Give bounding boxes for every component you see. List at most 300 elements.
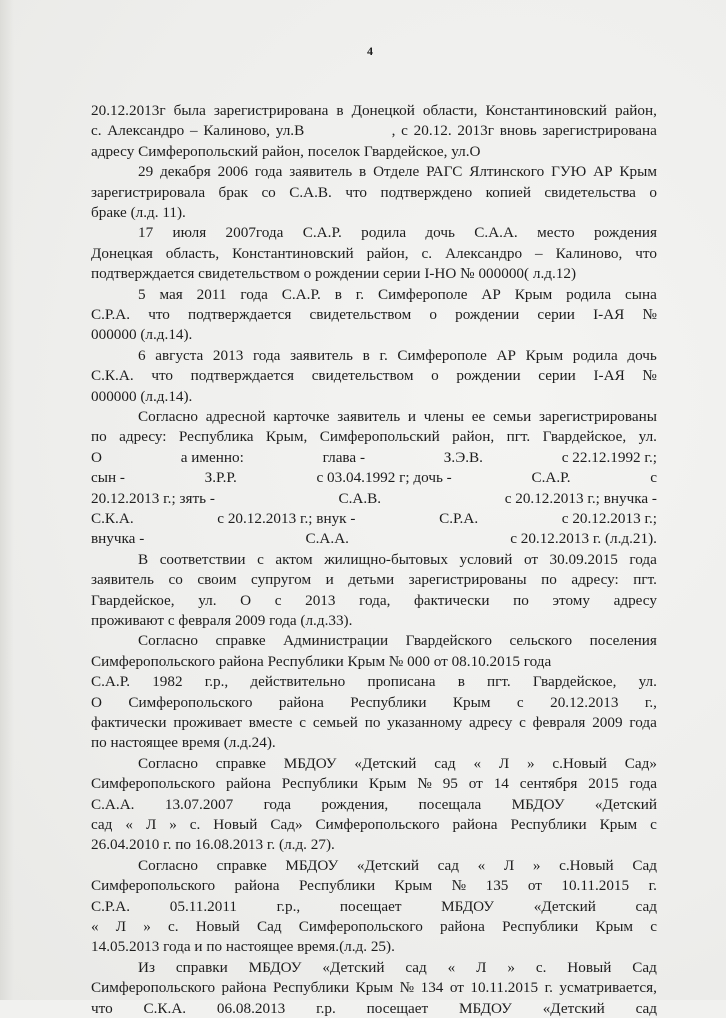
line-word: Гвардейское,: [542, 428, 627, 446]
text-line: [138, 285, 657, 304]
line-word: 20.12.2013 г.; зять -: [91, 489, 215, 507]
line-word: Согласно: [138, 632, 198, 650]
text-line: [91, 366, 657, 385]
line-word: МБДОУ: [283, 754, 337, 772]
line-word: о: [649, 183, 657, 201]
line-word: с.Новый: [559, 856, 614, 874]
line-word: с 20.12.2013 г.; внучка -: [504, 489, 657, 507]
line-word: пгт.: [506, 428, 531, 446]
line-word: №: [642, 306, 657, 323]
line-word: района: [225, 775, 271, 793]
line-word: своим: [197, 571, 237, 589]
line-word: сад: [635, 999, 657, 1017]
line-word: сад: [635, 897, 657, 915]
line-word: усматривается,: [559, 979, 657, 997]
line-word: г.: [544, 979, 553, 997]
line-word: с: [257, 550, 264, 568]
line-word: г.р.: [316, 999, 336, 1017]
line-word: 10.11.2015: [470, 979, 539, 997]
text-line: [91, 121, 657, 140]
line-word: –: [190, 122, 198, 140]
text-line: [91, 203, 657, 222]
text-line: [138, 958, 657, 977]
text-line: [91, 244, 657, 263]
text-line: [91, 917, 657, 936]
line-word: С.А.Р.: [531, 469, 571, 487]
line-word: С.А.А.: [91, 795, 135, 813]
line-word: дочь: [425, 224, 455, 242]
line-word: Сад: [632, 856, 657, 874]
line-word: зарегистрировала: [91, 183, 206, 201]
line-word: 20.12.2013: [550, 693, 619, 711]
line-word: мая: [159, 285, 183, 303]
line-word: С.Р.А.: [439, 510, 479, 527]
line-word: адресу:: [119, 428, 167, 446]
line-word: года: [254, 163, 283, 181]
line-word: по: [513, 591, 529, 609]
line-word: ул.: [638, 428, 657, 446]
line-word: от: [523, 550, 538, 568]
line-word: 06.08.2013: [216, 999, 286, 1017]
line-word: 20.12.2013г: [91, 102, 166, 119]
line-word: АР: [481, 285, 501, 303]
text-line: [91, 733, 657, 752]
line-word: С.А.Р.: [91, 673, 131, 691]
line-word: 2007года: [225, 224, 284, 242]
line-word: заявитель: [290, 346, 353, 364]
line-word: с.: [421, 244, 433, 262]
line-word: с: [650, 469, 657, 487]
line-word: и: [407, 408, 416, 425]
line-word: С.А.Р.: [281, 285, 321, 303]
line-word: 2011: [196, 285, 227, 303]
line-word: прописана: [367, 673, 436, 691]
line-word: с 20.12.2013 г. (л.д.21).: [510, 530, 657, 548]
line-word: «: [91, 918, 99, 935]
text-line: [138, 754, 657, 773]
line-word: Крым: [368, 775, 407, 793]
line-word: Сад»: [270, 816, 303, 833]
line-word: З.Р.Р.: [204, 469, 237, 487]
line-word: по: [364, 714, 381, 731]
line-word: с: [650, 918, 657, 935]
line-word: с: [516, 693, 524, 711]
line-word: супругом: [251, 571, 312, 589]
text-line: [91, 999, 657, 1018]
line-word: карточке: [273, 408, 330, 425]
text-line: [91, 427, 657, 446]
text-line: [91, 835, 657, 854]
line-word: сад: [434, 754, 456, 772]
line-word: Сад: [632, 958, 657, 976]
line-word: родила: [566, 285, 612, 303]
line-word: ул.В: [275, 122, 305, 140]
line-word: 14.05.2013 года и по настоящее время.(л.д. 25).: [91, 938, 395, 956]
line-word: сад: [405, 958, 427, 976]
line-word: с.: [535, 958, 547, 976]
text-line: [91, 468, 657, 487]
line-word: I-АЯ: [593, 306, 625, 323]
line-word: Ялтинского: [469, 163, 545, 181]
line-word: г.: [379, 346, 388, 364]
line-word: родила: [572, 346, 618, 364]
line-word: семьи: [492, 408, 532, 425]
line-word: «Детский: [533, 897, 596, 915]
line-word: Крым: [525, 346, 564, 364]
line-word: 10.11.2015: [561, 877, 630, 895]
line-word: »: [532, 856, 541, 874]
line-word: В: [138, 550, 149, 568]
line-word: что: [148, 306, 170, 323]
line-word: I-АЯ: [593, 367, 625, 385]
line-word: 2013: [305, 591, 336, 609]
line-word: дочь: [627, 346, 657, 364]
line-word: С.А.А.: [305, 530, 349, 548]
line-word: [310, 121, 386, 140]
text-line: [91, 795, 657, 814]
line-word: Симферопольского: [298, 918, 423, 935]
line-word: заявитель: [91, 571, 154, 589]
line-word: Крым: [355, 979, 394, 997]
line-word: зарегистрирована: [542, 122, 657, 140]
line-word: С.Р.А.: [91, 306, 131, 323]
line-word: О: [91, 693, 102, 711]
text-line: [91, 693, 657, 712]
line-word: Согласно: [138, 408, 198, 425]
text-line: [138, 407, 657, 426]
line-word: указанному: [387, 714, 463, 731]
line-word: года,: [359, 591, 391, 609]
line-word: заявитель: [337, 408, 401, 425]
line-word: г.: [355, 285, 365, 303]
line-word: Республика: [178, 428, 254, 446]
text-line: [91, 611, 657, 630]
line-word: что: [345, 183, 367, 201]
line-word: справке: [216, 856, 267, 874]
line-word: сын -: [91, 469, 125, 487]
line-word: Симферопольского: [91, 775, 216, 793]
line-word: года: [263, 795, 292, 813]
line-word: глава -: [322, 448, 365, 466]
line-word: О: [240, 591, 252, 609]
line-word: 30.09.2015: [549, 550, 618, 568]
line-word: «Детский: [594, 795, 657, 813]
line-word: справке: [215, 754, 266, 772]
text-line: [91, 713, 657, 732]
line-word: жилищно-бытовых: [324, 550, 448, 568]
line-word: серии: [537, 306, 575, 323]
line-word: в: [359, 163, 367, 181]
line-word: Крым,: [265, 428, 308, 446]
text-line: [91, 937, 657, 956]
line-word: детьми: [348, 571, 395, 589]
line-word: Александро: [445, 244, 523, 262]
line-word: свидетельством: [311, 367, 414, 385]
line-word: Крым: [514, 285, 553, 303]
line-word: с 20.12.2013 г.;: [561, 510, 657, 527]
line-word: что: [151, 367, 173, 385]
line-word: Гвардейское,: [91, 591, 175, 609]
line-word: февраля: [532, 714, 586, 731]
line-word: Л: [476, 958, 487, 976]
line-word: семьей: [312, 714, 358, 731]
text-line: [91, 876, 657, 895]
line-word: поселения: [589, 632, 657, 650]
line-word: рождении: [455, 306, 520, 323]
line-word: «: [447, 958, 456, 976]
line-word: внучка -: [91, 530, 145, 548]
line-word: рождения,: [321, 795, 389, 813]
text-line: [138, 162, 657, 181]
line-word: с: [274, 591, 282, 609]
line-word: фактически: [91, 714, 167, 731]
line-word: 20.12.: [413, 122, 452, 140]
line-word: с: [401, 122, 408, 140]
text-line: [91, 489, 657, 508]
line-word: Гвардейского: [405, 632, 492, 650]
line-word: с.: [91, 122, 102, 140]
line-word: действительно: [250, 673, 346, 691]
text-line: [91, 387, 657, 406]
line-word: Крым: [595, 918, 634, 935]
line-word: посещала: [418, 795, 482, 813]
line-word: вновь: [499, 122, 537, 140]
line-word: в: [334, 285, 342, 303]
line-word: №: [451, 877, 467, 895]
line-word: МБДОУ: [285, 856, 339, 874]
line-word: года: [240, 285, 268, 303]
line-word: »: [507, 958, 515, 976]
line-word: зарегистрированы: [539, 408, 657, 425]
line-word: области,: [422, 102, 478, 119]
line-word: Согласно: [138, 754, 198, 772]
line-word: справки: [175, 958, 228, 976]
line-word: г.р.,: [204, 673, 229, 691]
text-line: [91, 325, 657, 344]
line-word: Республики: [298, 877, 376, 895]
line-word: члены: [423, 408, 465, 425]
line-word: С.К.А.: [143, 999, 187, 1017]
text-line: [138, 631, 657, 650]
line-word: вместе: [248, 714, 293, 731]
text-line: [91, 897, 657, 916]
line-word: Симферопольский: [319, 428, 440, 446]
line-word: Калиново,: [555, 244, 623, 262]
line-word: Из: [138, 958, 155, 976]
line-word: района: [221, 979, 267, 997]
line-word: по настоящее время (л.д.24).: [91, 734, 276, 752]
line-word: 135: [485, 877, 509, 895]
line-word: ул.: [198, 591, 217, 609]
line-word: 2015: [588, 775, 619, 793]
line-word: по: [91, 428, 107, 446]
line-word: Калиново,: [203, 122, 271, 140]
line-word: и: [325, 571, 334, 589]
line-word: года: [629, 714, 657, 731]
line-word: что: [635, 244, 657, 262]
line-word: Республики: [272, 979, 350, 997]
line-word: рождения: [593, 224, 657, 242]
line-word: справке: [215, 632, 266, 650]
line-word: Новый: [567, 958, 612, 976]
line-word: район,: [614, 102, 657, 119]
line-word: 17: [138, 224, 154, 242]
line-word: с 03.04.1992 г; дочь -: [316, 469, 452, 487]
line-word: с: [650, 816, 657, 833]
line-word: 2009: [592, 714, 623, 731]
line-word: района: [234, 877, 280, 895]
line-word: в: [457, 673, 465, 691]
line-word: сад: [437, 856, 460, 874]
line-word: августа: [155, 346, 204, 364]
text-line: [91, 652, 657, 671]
line-word: района: [440, 918, 485, 935]
line-word: »: [526, 754, 535, 772]
text-line: [138, 223, 657, 242]
line-word: брак: [218, 183, 248, 201]
line-word: «Детский: [542, 999, 605, 1017]
line-word: декабря: [160, 163, 211, 181]
line-word: О: [91, 448, 102, 466]
line-word: браке (л.д. 11).: [91, 204, 186, 221]
line-word: Гвардейское,: [532, 673, 617, 691]
line-word: С.А.В.: [338, 489, 382, 507]
line-word: Крым: [619, 163, 657, 181]
line-word: Симферопольского: [91, 979, 216, 997]
line-word: 26.04.2010 г. по 16.08.2013 г. (л.д. 27).: [91, 836, 335, 854]
line-word: ,: [391, 122, 396, 140]
line-word: С.К.А.: [91, 367, 134, 385]
line-word: от: [468, 775, 483, 793]
line-word: серии: [538, 367, 576, 385]
line-word: проживает: [173, 714, 242, 731]
line-word: С.А.Р.: [302, 224, 342, 242]
text-line: [91, 509, 657, 528]
text-line: [91, 815, 657, 834]
line-word: Донецкая: [91, 244, 153, 262]
line-word: с: [299, 714, 307, 731]
line-word: №: [642, 367, 657, 385]
line-word: года: [629, 550, 657, 568]
line-word: 000000 (л.д.14).: [91, 387, 193, 405]
line-word: по: [541, 571, 557, 589]
line-word: Константиновский: [485, 102, 607, 119]
line-word: «: [473, 754, 482, 772]
line-word: место: [537, 224, 575, 242]
line-word: заявитель: [289, 163, 353, 181]
line-word: район,: [366, 244, 409, 262]
line-word: С.А.В.: [289, 183, 332, 201]
line-word: адресу: [613, 591, 657, 609]
line-word: Республики: [350, 693, 427, 711]
line-word: проживают с февраля 2009 года (л.д.33).: [91, 612, 353, 629]
line-word: г.,: [644, 693, 657, 711]
line-word: адресу Симферопольский район, поселок Гвардейское, ул.О: [91, 142, 481, 160]
line-word: подтверждается свидетельством о рождении серии I-НО № 000000( л.д.12): [91, 265, 577, 283]
line-word: г.: [648, 877, 657, 895]
line-word: родила: [361, 224, 407, 242]
scan-edge-shadow: [0, 0, 14, 1000]
line-word: Республики: [510, 816, 587, 833]
line-word: г.р.,: [276, 897, 301, 915]
line-word: 6: [138, 346, 146, 364]
line-word: Александро: [107, 122, 185, 140]
line-word: о: [431, 367, 439, 385]
line-word: «Детский: [322, 958, 385, 976]
line-word: актом: [275, 550, 313, 568]
text-line: [91, 570, 657, 589]
line-word: что: [91, 999, 113, 1017]
line-word: Симферопольского: [315, 816, 440, 833]
text-line: [138, 856, 657, 875]
line-word: Администрации: [283, 632, 389, 650]
line-word: свидетельства: [544, 183, 636, 201]
line-word: Симферополе: [397, 346, 487, 364]
text-line: [138, 550, 657, 569]
line-word: 05.11.2011: [169, 897, 237, 915]
line-word: АР: [496, 346, 516, 364]
line-word: Л: [503, 856, 515, 874]
line-word: была: [173, 102, 206, 119]
line-word: №: [399, 979, 415, 997]
text-line: [91, 591, 657, 610]
line-word: область,: [165, 244, 220, 262]
line-word: 5: [138, 285, 146, 303]
line-word: района: [278, 693, 324, 711]
line-word: пгт.: [487, 673, 511, 691]
line-word: соответствии: [159, 550, 246, 568]
line-word: ее: [471, 408, 486, 425]
text-line: [91, 305, 657, 324]
line-word: »: [143, 918, 151, 935]
line-word: в: [362, 346, 370, 364]
line-word: 2013г: [457, 122, 494, 140]
line-word: пгт.: [633, 571, 657, 589]
line-word: «Детский: [356, 856, 419, 874]
line-word: С.Р.А.: [91, 897, 131, 915]
line-word: с.: [189, 816, 201, 833]
line-word: ГУЮ: [551, 163, 587, 181]
line-word: с.Новый: [552, 754, 607, 772]
line-word: 13.07.2007: [164, 795, 234, 813]
line-word: сына: [625, 285, 657, 303]
line-word: «: [477, 856, 486, 874]
line-word: этому: [552, 591, 590, 609]
line-word: Л: [498, 754, 510, 772]
line-word: фактически: [414, 591, 490, 609]
line-word: Крым: [394, 877, 433, 895]
line-word: с 22.12.1992 г.;: [561, 448, 657, 466]
line-word: МБДОУ: [511, 795, 565, 813]
line-word: копией: [485, 183, 531, 201]
line-word: Донецкой: [351, 102, 415, 119]
text-line: [91, 672, 657, 691]
line-word: Крым: [452, 693, 491, 711]
line-word: зарегистрирована: [213, 102, 329, 119]
line-word: Сад»: [624, 754, 657, 772]
line-word: Л: [145, 816, 157, 833]
line-word: –: [535, 244, 543, 262]
page-number: 4: [367, 44, 373, 58]
line-word: АР: [593, 163, 613, 181]
line-word: РАГС: [426, 163, 463, 181]
line-word: со: [261, 183, 276, 201]
line-word: 000000 (л.д.14).: [91, 326, 193, 344]
line-word: с 20.12.2013 г.; внук -: [217, 510, 356, 527]
line-word: рождении: [456, 367, 521, 385]
line-word: в: [336, 102, 344, 119]
line-word: Константиновский: [232, 244, 354, 262]
